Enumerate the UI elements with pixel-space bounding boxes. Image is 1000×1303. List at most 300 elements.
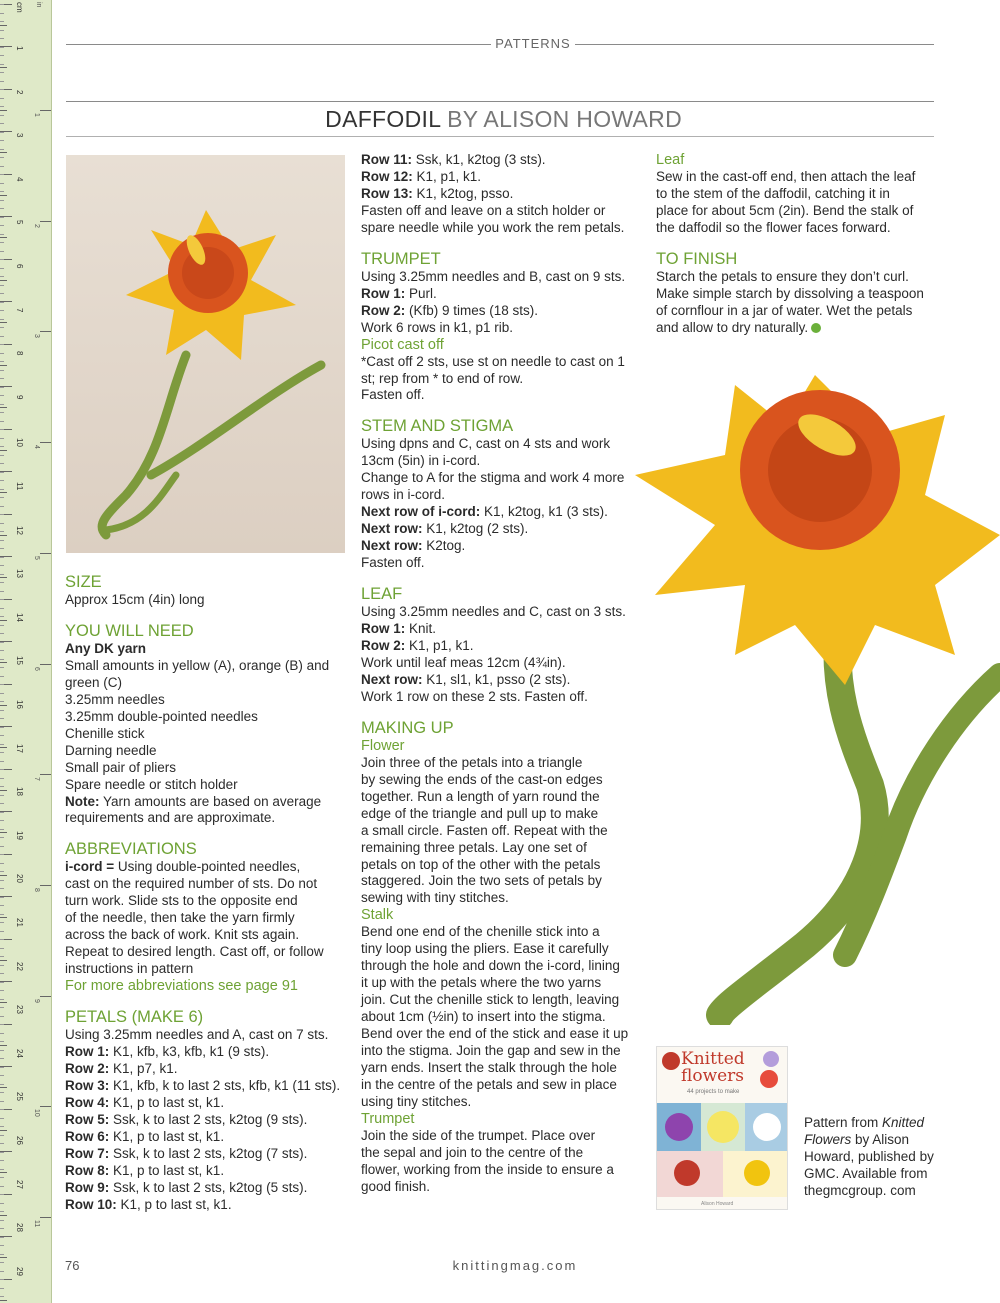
ruler-minor-tick	[0, 625, 4, 626]
ruler-tick	[0, 1087, 7, 1088]
ruler-cm-label: 7	[15, 307, 24, 313]
trumpet-heading: TRUMPET	[361, 249, 441, 268]
leaf-row	[361, 621, 646, 638]
petal-row	[361, 169, 646, 186]
ruler-minor-tick	[0, 718, 4, 719]
trumpet-rows	[361, 286, 646, 320]
ruler-minor-tick	[0, 914, 4, 915]
ruler-minor-tick	[0, 1118, 4, 1119]
ruler-minor-tick	[0, 1084, 4, 1085]
ruler-minor-tick	[0, 1279, 4, 1280]
trumpet-row-label: Row 1:	[361, 285, 406, 301]
ruler-minor-tick	[0, 999, 4, 1000]
stalk-line: about 1cm (½in) to insert into the stigma.	[361, 1009, 606, 1025]
ruler-cm-label: 20	[15, 874, 24, 884]
ruler-minor-tick	[0, 778, 4, 779]
stem-row	[361, 521, 646, 538]
picot-line: *Cast off 2 sts, use st on needle to cast on 1	[361, 353, 625, 369]
trumpet-assembly-line: flower, working from the inside to ensure a	[361, 1161, 614, 1177]
ruler-minor-tick	[0, 1075, 4, 1076]
trumpet-assembly-line: Join the side of the trumpet. Place over	[361, 1127, 596, 1143]
material-item: Small amounts in yellow (A), orange (B) and	[65, 657, 330, 673]
ruler-minor-tick	[0, 565, 4, 566]
ruler-inch-label: 9	[33, 998, 40, 1003]
leaf-intro: Using 3.25mm needles and C, cast on 3 sts.	[361, 604, 626, 620]
flower-heading: Flower	[361, 737, 405, 754]
ruler-minor-tick	[0, 1160, 4, 1161]
ruler-minor-tick	[0, 506, 4, 507]
leaf-heading: LEAF	[361, 585, 403, 604]
ruler-cm-label: 16	[15, 700, 24, 709]
book-title-line-2: flowers	[681, 1066, 745, 1086]
ruler-minor-tick	[0, 752, 4, 753]
ruler-minor-tick	[0, 1033, 4, 1034]
stem-row	[361, 504, 646, 521]
ruler-minor-tick	[0, 412, 4, 413]
ruler-minor-tick	[0, 200, 4, 201]
ruler-minor-tick	[0, 276, 4, 277]
material-item: Small pair of pliers	[65, 759, 177, 775]
icord-label: i-cord =	[65, 859, 115, 875]
ruler-inch-tick	[40, 442, 52, 443]
making-up-heading: MAKING UP	[361, 718, 454, 737]
ruler-minor-tick	[0, 965, 4, 966]
ruler-minor-tick	[0, 1169, 4, 1170]
ruler-minor-tick	[0, 497, 4, 498]
ruler-cm-label: 5	[15, 220, 24, 225]
ruler-inch-tick	[40, 331, 52, 332]
petal-row	[65, 1112, 350, 1129]
trumpet-row-text: (Kfb) 9 times (18 sts).	[405, 302, 539, 318]
ruler-cm-label: 25	[15, 1092, 24, 1102]
ruler-cm-label: 18	[15, 787, 24, 797]
ruler-minor-tick	[0, 234, 4, 235]
stem-row-text: K1, k2tog, k1 (3 sts).	[480, 504, 608, 520]
you-will-need-heading: YOU WILL NEED	[65, 621, 194, 640]
trumpet-row	[361, 303, 646, 320]
ruler-minor-tick	[0, 939, 4, 940]
ruler-minor-tick	[0, 378, 4, 379]
material-item: Spare needle or stitch holder	[65, 776, 238, 792]
icord-line: of the needle, then take the yarn firmly	[65, 910, 295, 926]
ruler-minor-tick	[0, 115, 4, 116]
ruler-tick	[0, 1215, 7, 1216]
book-cover	[656, 1046, 788, 1210]
page-title	[325, 106, 682, 133]
petal-row-text: K1, k2tog, psso.	[412, 185, 514, 201]
material-item: green (C)	[65, 674, 123, 690]
ruler-minor-tick	[0, 574, 4, 575]
icord-text-1: Using double-pointed needles,	[114, 859, 301, 875]
ruler-tick	[0, 67, 7, 68]
ruler-inch-tick	[40, 1217, 52, 1218]
ruler-cm-label: 19	[15, 830, 24, 840]
stem-row-text: K2tog.	[422, 538, 466, 554]
ruler-tick	[0, 110, 7, 111]
leaf-next-row	[361, 672, 646, 689]
flower-line: edge of the triangle and pull up to make	[361, 805, 599, 821]
ruler-minor-tick	[0, 1058, 4, 1059]
ruler-inch-label: 10	[33, 1109, 40, 1118]
ruler-minor-tick	[0, 455, 4, 456]
ruler-tick	[0, 492, 7, 493]
ruler-inch-tick	[40, 1106, 52, 1107]
ruler-cm-label: 2	[15, 89, 24, 95]
petal-row	[361, 152, 646, 169]
ruler-cm-label: 24	[15, 1048, 24, 1058]
site-url-wrap	[0, 1258, 1000, 1273]
petal-row-label: Row 5:	[65, 1111, 110, 1127]
petal-row-text: K1, p to last st, k1.	[116, 1196, 232, 1212]
ruler-tick	[0, 620, 7, 621]
ruler-minor-tick	[0, 1016, 4, 1017]
ruler-cm-label: 21	[15, 918, 24, 927]
ruler-minor-tick	[0, 1050, 4, 1051]
ruler-minor-tick	[0, 157, 4, 158]
leaf-row-text: Knit.	[405, 621, 437, 637]
ruler-tick	[0, 1045, 7, 1046]
ruler-minor-tick	[0, 514, 4, 515]
section-label: PATTERNS	[491, 36, 574, 51]
ruler-tick	[0, 152, 7, 153]
ruler-minor-tick	[0, 1245, 4, 1246]
ruler-minor-tick	[0, 30, 4, 31]
ruler-minor-tick	[0, 795, 4, 796]
ruler-minor-tick	[0, 183, 4, 184]
stalk-heading: Stalk	[361, 907, 394, 924]
flower-line: by sewing the ends of the cast-on edges	[361, 771, 603, 787]
leaf-attach-line: Sew in the cast-off end, then attach the leaf	[656, 169, 916, 184]
ruler-minor-tick	[0, 837, 4, 838]
daffodil-closeup-illustration	[615, 355, 1000, 1025]
ruler-minor-tick	[0, 922, 4, 923]
ruler-minor-tick	[0, 1203, 4, 1204]
ruler-minor-tick	[0, 548, 4, 549]
to-finish-heading: TO FINISH	[656, 249, 738, 268]
ruler-cm-label: 29	[15, 1266, 24, 1276]
ruler-minor-tick	[0, 880, 4, 881]
ruler-cm-label: 8	[15, 351, 24, 356]
ruler-cm-label: 17	[15, 743, 24, 753]
trumpet-assembly-text	[361, 1128, 646, 1196]
ruler-inch-tick	[40, 996, 52, 997]
credit-post: by Alison Howard, published by GMC. Available from thegmcgroup. com	[804, 1131, 934, 1198]
leaf-rows	[361, 621, 646, 655]
leaf-row-text: K1, p1, k1.	[405, 637, 474, 653]
ruler-minor-tick	[0, 361, 4, 362]
ruler-minor-tick	[0, 149, 4, 150]
ruler-minor-tick	[0, 353, 4, 354]
ruler-tick	[0, 450, 7, 451]
ruler-minor-tick	[0, 81, 4, 82]
stem-row-label: Next row:	[361, 521, 423, 537]
ruler-minor-tick	[0, 242, 4, 243]
daffodil-illustration	[66, 155, 345, 553]
ruler-tick	[0, 577, 7, 578]
ruler-minor-tick	[0, 1254, 4, 1255]
stem-rows	[361, 504, 646, 555]
ruler-minor-tick	[0, 1024, 4, 1025]
ruler-cm-label: 10	[15, 438, 24, 448]
ruler-minor-tick	[0, 786, 4, 787]
petal-row-text: K1, p7, k1.	[109, 1060, 178, 1076]
ruler-minor-tick	[0, 13, 4, 14]
ruler-cm-label: 15	[15, 656, 24, 666]
fasten-line: Fasten off and leave on a stitch holder or	[361, 202, 606, 218]
ruler-minor-tick	[0, 140, 4, 141]
stem-fasten: Fasten off.	[361, 555, 425, 571]
finish-line: Make simple starch by dissolving a teaspoon	[656, 285, 924, 301]
leaf-attach-text	[656, 169, 941, 237]
ruler-minor-tick	[0, 897, 4, 898]
ruler-minor-tick	[0, 531, 4, 532]
petal-row-label: Row 13:	[361, 185, 413, 201]
petal-row-label: Row 7:	[65, 1145, 110, 1161]
ruler-minor-tick	[0, 803, 4, 804]
ruler-minor-tick	[0, 4, 4, 5]
ruler-minor-tick	[0, 106, 4, 107]
picot-line: Fasten off.	[361, 387, 425, 403]
finish-line: and allow to dry naturally.	[656, 320, 941, 337]
ruler-minor-tick	[0, 463, 4, 464]
trumpet-intro: Using 3.25mm needles and B, cast on 9 sts.	[361, 268, 626, 284]
stem-row	[361, 538, 646, 555]
ruler-minor-tick	[0, 344, 4, 345]
ruler-cm-label: 27	[15, 1179, 24, 1189]
ruler-minor-tick	[0, 336, 4, 337]
leaf-next-label: Next row:	[361, 671, 423, 687]
ruler-minor-tick	[0, 684, 4, 685]
ruler-tick	[0, 662, 7, 663]
petal-row-text: K1, p to last st, k1.	[109, 1094, 225, 1110]
petal-row	[361, 186, 646, 203]
fasten-line: spare needle while you work the rem petals.	[361, 219, 625, 235]
petal-row-label: Row 3:	[65, 1077, 110, 1093]
material-item: Chenille stick	[65, 725, 145, 741]
section-label-wrap	[0, 36, 1000, 51]
ruler-inch-label: 7	[33, 777, 40, 782]
ruler-cm-label: 13	[15, 569, 24, 579]
ruler-minor-tick	[0, 608, 4, 609]
column-1	[65, 573, 350, 1214]
ruler-minor-tick	[0, 1186, 4, 1187]
ruler-minor-tick	[0, 72, 4, 73]
ruler-minor-tick	[0, 854, 4, 855]
ruler-inch-label: 2	[33, 223, 40, 228]
size-text: Approx 15cm (4in) long	[65, 592, 205, 607]
page-number: 76	[65, 1258, 80, 1273]
book-title	[681, 1051, 745, 1085]
ruler-tick	[0, 365, 7, 366]
note-label: Note:	[65, 793, 100, 809]
icord-line: cast on the required number of sts. Do not	[65, 876, 318, 892]
note-line	[65, 794, 350, 811]
ruler-minor-tick	[0, 633, 4, 634]
title-rule-top	[66, 101, 934, 102]
ruler-minor-tick	[0, 1220, 4, 1221]
ruler-minor-tick	[0, 931, 4, 932]
petal-row	[65, 1078, 350, 1095]
stalk-line: join. Cut the chenille stick to length, leaving	[361, 992, 620, 1008]
ruler-scale	[0, 0, 52, 1303]
trumpet-rib: Work 6 rows in k1, p1 rib.	[361, 319, 514, 335]
ruler-minor-tick	[0, 829, 4, 830]
ruler-minor-tick	[0, 693, 4, 694]
book-subtitle: 44 projects to make	[687, 1089, 740, 1095]
ruler-minor-tick	[0, 438, 4, 439]
page-ruler	[0, 0, 52, 1303]
petal-row	[65, 1180, 350, 1197]
credit-pre: Pattern from	[804, 1115, 883, 1130]
ruler-minor-tick	[0, 132, 4, 133]
ruler-minor-tick	[0, 1041, 4, 1042]
flower-text	[361, 755, 646, 908]
ruler-cm-label: 23	[15, 1005, 24, 1015]
leaf-row-label: Row 2:	[361, 637, 406, 653]
yarn-type: Any DK yarn	[65, 640, 147, 656]
leaf-attach-heading: Leaf	[656, 152, 685, 168]
ruler-minor-tick	[0, 1135, 4, 1136]
ruler-minor-tick	[0, 21, 4, 22]
petal-row-label: Row 4:	[65, 1094, 110, 1110]
ruler-minor-tick	[0, 1288, 4, 1289]
ruler-cm-label: 26	[15, 1136, 24, 1145]
petal-row-label: Row 6:	[65, 1128, 110, 1144]
petal-rows-continued	[361, 152, 646, 203]
ruler-minor-tick	[0, 1211, 4, 1212]
petal-row-text: Ssk, k to last 2 sts, k2tog (9 sts).	[109, 1111, 308, 1127]
ruler-minor-tick	[0, 557, 4, 558]
ruler-minor-tick	[0, 421, 4, 422]
flower-line: staggered. Join the two sets of petals by	[361, 873, 602, 889]
petal-row-text: K1, kfb, k3, kfb, k1 (9 sts).	[109, 1044, 270, 1060]
ruler-minor-tick	[0, 395, 4, 396]
ruler-minor-tick	[0, 1109, 4, 1110]
petal-row	[65, 1163, 350, 1180]
petal-row	[65, 1129, 350, 1146]
trumpet-assembly-heading: Trumpet	[361, 1110, 415, 1127]
petal-row	[65, 1095, 350, 1112]
ruler-minor-tick	[0, 863, 4, 864]
leaf-row	[361, 638, 646, 655]
ruler-minor-tick	[0, 251, 4, 252]
leaf-attach-line: to the stem of the daffodil, catching it in	[656, 185, 890, 201]
note-text-1: Yarn amounts are based on average	[99, 793, 322, 809]
trumpet-row-text: Purl.	[405, 285, 437, 301]
ruler-minor-tick	[0, 744, 4, 745]
trumpet-row-label: Row 2:	[361, 302, 406, 318]
petal-row	[65, 1146, 350, 1163]
finish-text	[656, 269, 941, 337]
site-url[interactable]: knittingmag.com	[452, 1258, 578, 1273]
material-item: Darning needle	[65, 742, 157, 758]
stem-row-label: Next row of i-cord:	[361, 504, 481, 520]
ruler-minor-tick	[0, 302, 4, 303]
ruler-inch-tick	[40, 221, 52, 222]
ruler-tick	[0, 917, 7, 918]
petal-row-label: Row 1:	[65, 1044, 110, 1060]
ruler-minor-tick	[0, 582, 4, 583]
ruler-minor-tick	[0, 888, 4, 889]
ruler-minor-tick	[0, 472, 4, 473]
trumpet-assembly-line: good finish.	[361, 1178, 431, 1194]
flower-line: a small circle. Fasten off. Repeat with the	[361, 822, 608, 838]
ruler-cm-label: 9	[15, 394, 24, 400]
ruler-minor-tick	[0, 973, 4, 974]
picot-text	[361, 354, 646, 405]
ruler-tick	[0, 705, 7, 706]
petal-rows	[65, 1044, 350, 1214]
ruler-inch-label: 1	[33, 113, 40, 117]
ruler-minor-tick	[0, 327, 4, 328]
petal-row-text: K1, p to last st, k1.	[109, 1128, 225, 1144]
ruler-minor-tick	[0, 948, 4, 949]
ruler-minor-tick	[0, 446, 4, 447]
ruler-unit-in: in	[35, 2, 42, 8]
ruler-minor-tick	[0, 217, 4, 218]
ruler-minor-tick	[0, 98, 4, 99]
ruler-minor-tick	[0, 540, 4, 541]
ruler-cm-label: 14	[15, 612, 24, 622]
ruler-minor-tick	[0, 123, 4, 124]
flower-line: petals on top of the other with the petals	[361, 856, 601, 872]
ruler-tick	[0, 195, 7, 196]
leaf-attach-line: place for about 5cm (2in). Bend the stalk of	[656, 202, 914, 218]
ruler-minor-tick	[0, 761, 4, 762]
petal-row	[65, 1044, 350, 1061]
ruler-minor-tick	[0, 905, 4, 906]
ruler-minor-tick	[0, 1126, 4, 1127]
stalk-line: through the hole and down the i-cord, lining	[361, 958, 620, 974]
materials-list	[65, 658, 350, 794]
trumpet-assembly-line: the sepal and join to the centre of the	[361, 1144, 584, 1160]
finish-line: of cornflour in a jar of water. Wet the petals	[656, 302, 913, 318]
more-abbreviations-link[interactable]: For more abbreviations see page 91	[65, 978, 298, 995]
ruler-minor-tick	[0, 1296, 4, 1297]
icord-line	[65, 859, 350, 876]
title-byline: BY ALISON HOWARD	[447, 106, 682, 132]
icord-line: Repeat to desired length. Cast off, or follow	[65, 944, 324, 960]
ruler-tick	[0, 407, 7, 408]
stalk-line: it up with the petals where the two yarns	[361, 975, 602, 991]
ruler-tick	[0, 237, 7, 238]
ruler-minor-tick	[0, 1092, 4, 1093]
ruler-minor-tick	[0, 812, 4, 813]
book-author: Alison Howard	[701, 1201, 734, 1207]
size-heading: SIZE	[65, 573, 102, 591]
trumpet-row	[361, 286, 646, 303]
ruler-minor-tick	[0, 166, 4, 167]
ruler-inch-tick	[40, 885, 52, 886]
ruler-minor-tick	[0, 710, 4, 711]
stalk-line: into the stigma. Join the gap and sew in the	[361, 1043, 621, 1059]
petal-row-text: K1, kfb, k to last 2 sts, kfb, k1 (11 sts).	[109, 1077, 341, 1093]
ruler-cm-label: 22	[15, 961, 24, 971]
picot-line: st; rep from * to end of row.	[361, 370, 524, 386]
petals-heading: PETALS (MAKE 6)	[65, 1008, 204, 1027]
credit-book: Knitted Flowers	[804, 1115, 925, 1147]
petal-row-text: Ssk, k1, k2tog (3 sts).	[412, 152, 546, 167]
petals-intro: Using 3.25mm needles and A, cast on 7 sts.	[65, 1027, 329, 1043]
petal-row	[65, 1061, 350, 1078]
book-title-line-1: Knitted	[681, 1049, 745, 1069]
ruler-inch-label: 4	[33, 445, 40, 449]
flower-line: Join three of the petals into a triangle	[361, 754, 583, 770]
ruler-minor-tick	[0, 956, 4, 957]
ruler-minor-tick	[0, 1194, 4, 1195]
ruler-tick	[0, 1130, 7, 1131]
ruler-tick	[0, 322, 7, 323]
